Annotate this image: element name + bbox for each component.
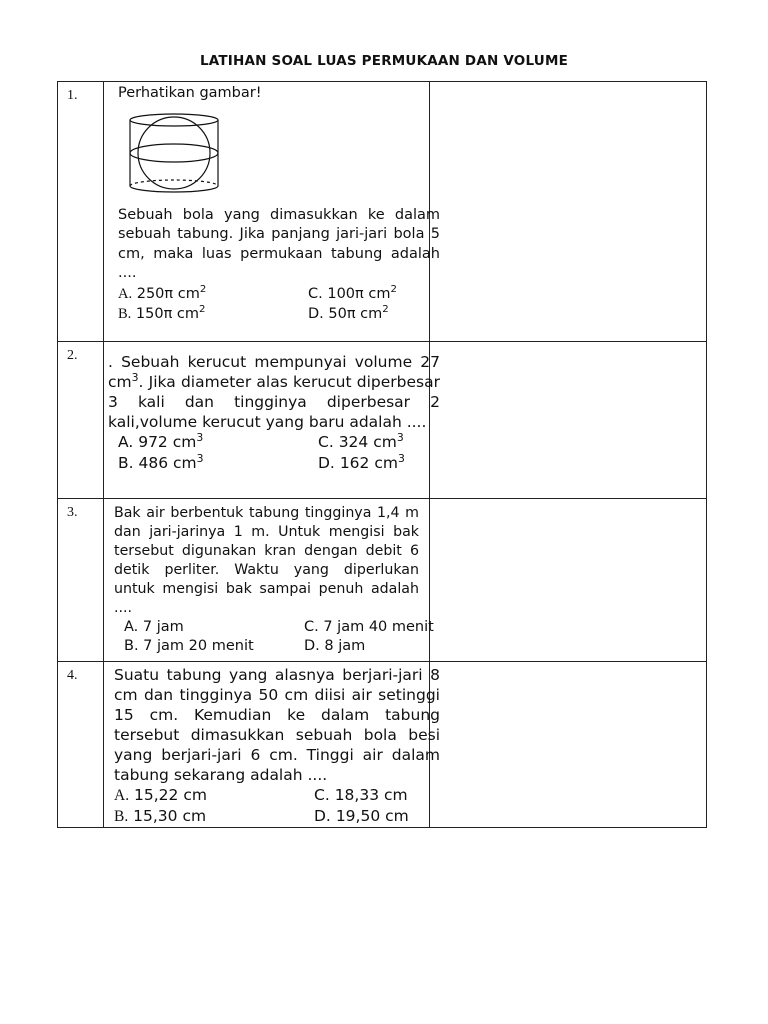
option-a[interactable]: A. 250π $cm^2$ — [118, 283, 207, 302]
question-content — [104, 342, 440, 499]
option-c[interactable]: C. 324 $cm^3$ — [318, 430, 404, 451]
answer-column — [430, 342, 707, 499]
option-c[interactable]: C. 18,33 cm — [314, 786, 408, 804]
option-d[interactable]: D. 162 $cm^3$ — [318, 451, 405, 472]
question-number: 3. — [58, 499, 104, 662]
question-text: . Sebuah kerucut mempunyai volume 27 $cm^3$. Jika diameter alas kerucut diperbesar 3 kali dan tingginya diperbesar 2 kali,volume kerucut yang baru adalah .... — [108, 353, 440, 431]
question-text: Suatu tabung yang alasnya berjari-jari 8 cm dan tingginya 50 cm diisi air setinggi 15 cm. Kemudian ke dalam tabung tersebut dimasukkan sebuah bola besi yang berjari-jari 6 cm. Tinggi air dalam tabung sekarang adalah .... — [114, 666, 440, 784]
question-text: Bak air berbentuk tabung tingginya 1,4 m dan jari-jarinya 1 m. Untuk mengisi bak tersebut digunakan kran dengan debit 6 detik perliter. Waktu yang diperlukan untuk mengisi bak sampai penuh adalah .... — [114, 505, 419, 616]
cylinder-sphere-icon — [126, 112, 226, 196]
question-row-3 — [58, 499, 707, 662]
question-table — [57, 81, 707, 828]
question-number: 2. — [58, 342, 104, 499]
option-c[interactable]: C. 100π $cm^2$ — [308, 283, 397, 302]
answer-column — [430, 499, 707, 662]
question-number: 4. — [58, 662, 104, 828]
answer-column — [430, 662, 707, 828]
option-a[interactable]: A. 7 jam — [124, 619, 184, 635]
option-b[interactable]: B. 150π $cm^2$ — [118, 303, 206, 322]
answer-options — [118, 432, 458, 474]
answer-options — [118, 618, 434, 656]
question-row-1 — [58, 82, 707, 342]
option-b[interactable]: B. 7 jam 20 menit — [124, 638, 254, 654]
question-row-2 — [58, 342, 707, 499]
question-number: 1. — [58, 82, 104, 342]
option-d[interactable]: D. 8 jam — [304, 638, 366, 654]
option-b[interactable]: B. 486 $cm^3$ — [118, 451, 204, 472]
cylinder-with-sphere-figure — [126, 112, 429, 200]
question-content — [104, 82, 440, 342]
question-intro: Perhatikan gambar! — [118, 85, 262, 101]
answer-options — [114, 785, 429, 827]
option-d[interactable]: D. 19,50 cm — [314, 807, 409, 825]
option-c[interactable]: C. 7 jam 40 menit — [304, 619, 434, 635]
option-a[interactable]: A. 15,22 cm — [114, 786, 207, 804]
question-content — [104, 499, 434, 662]
question-text: Sebuah bola yang dimasukkan ke dalam sebuah tabung. Jika panjang jari-jari bola 5 cm, maka luas permukaan tabung adalah .... — [118, 206, 440, 281]
answer-column — [430, 82, 707, 342]
option-b[interactable]: B. 15,30 cm — [114, 807, 207, 825]
question-row-4 — [58, 662, 707, 828]
worksheet-title: LATIHAN SOAL LUAS PERMUKAAN DAN VOLUME — [199, 53, 569, 69]
answer-options — [118, 284, 429, 324]
option-a[interactable]: A. 972 $cm^3$ — [118, 430, 204, 451]
question-content — [104, 662, 440, 828]
option-d[interactable]: D. 50π $cm^2$ — [308, 303, 389, 322]
